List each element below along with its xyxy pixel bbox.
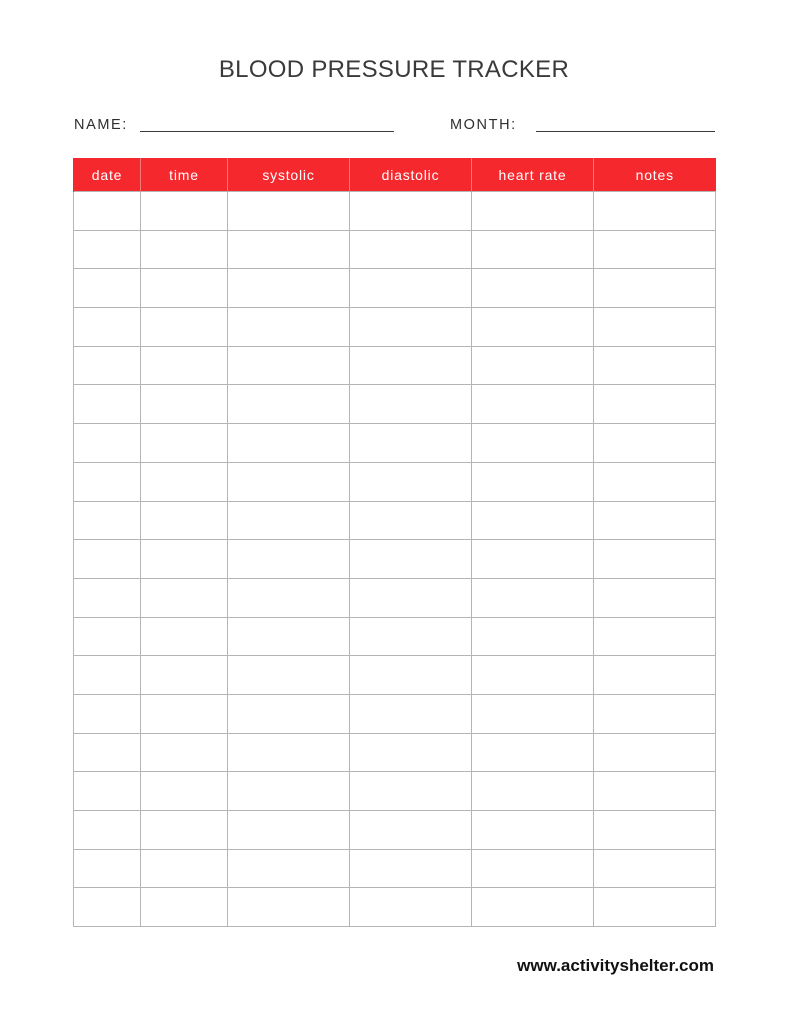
cell-date[interactable] <box>74 849 141 888</box>
cell-systolic[interactable] <box>228 192 350 231</box>
cell-heart-rate[interactable] <box>472 733 594 772</box>
cell-systolic[interactable] <box>228 888 350 927</box>
cell-systolic[interactable] <box>228 424 350 463</box>
cell-heart-rate[interactable] <box>472 540 594 579</box>
cell-notes[interactable] <box>594 811 716 850</box>
cell-systolic[interactable] <box>228 385 350 424</box>
tracker-table <box>73 158 716 927</box>
table-row <box>74 540 716 579</box>
table-row <box>74 462 716 501</box>
cell-diastolic[interactable] <box>350 192 472 231</box>
cell-date[interactable] <box>74 772 141 811</box>
cell-date[interactable] <box>74 308 141 347</box>
cell-systolic[interactable] <box>228 849 350 888</box>
column-header-systolic: systolic <box>228 158 350 192</box>
cell-date[interactable] <box>74 540 141 579</box>
cell-systolic[interactable] <box>228 230 350 269</box>
cell-date[interactable] <box>74 346 141 385</box>
cell-notes[interactable] <box>594 192 716 231</box>
table-row <box>74 811 716 850</box>
cell-time[interactable] <box>141 308 228 347</box>
column-header-notes: notes <box>594 158 716 192</box>
cell-systolic[interactable] <box>228 617 350 656</box>
cell-time[interactable] <box>141 617 228 656</box>
cell-time[interactable] <box>141 694 228 733</box>
cell-heart-rate[interactable] <box>472 849 594 888</box>
cell-date[interactable] <box>74 462 141 501</box>
table-row <box>74 849 716 888</box>
cell-diastolic[interactable] <box>350 540 472 579</box>
cell-diastolic[interactable] <box>350 269 472 308</box>
cell-diastolic[interactable] <box>350 888 472 927</box>
table-row <box>74 617 716 656</box>
cell-diastolic[interactable] <box>350 849 472 888</box>
cell-diastolic[interactable] <box>350 385 472 424</box>
cell-systolic[interactable] <box>228 462 350 501</box>
cell-heart-rate[interactable] <box>472 501 594 540</box>
table-row <box>74 578 716 617</box>
cell-time[interactable] <box>141 424 228 463</box>
cell-date[interactable] <box>74 192 141 231</box>
cell-notes[interactable] <box>594 888 716 927</box>
cell-systolic[interactable] <box>228 656 350 695</box>
cell-diastolic[interactable] <box>350 617 472 656</box>
cell-time[interactable] <box>141 578 228 617</box>
cell-notes[interactable] <box>594 424 716 463</box>
cell-diastolic[interactable] <box>350 656 472 695</box>
cell-date[interactable] <box>74 578 141 617</box>
column-header-date: date <box>74 158 141 192</box>
cell-notes[interactable] <box>594 501 716 540</box>
table-row <box>74 694 716 733</box>
cell-notes[interactable] <box>594 346 716 385</box>
column-header-diastolic: diastolic <box>350 158 472 192</box>
cell-notes[interactable] <box>594 772 716 811</box>
cell-time[interactable] <box>141 501 228 540</box>
table-row <box>74 888 716 927</box>
cell-systolic[interactable] <box>228 772 350 811</box>
cell-systolic[interactable] <box>228 811 350 850</box>
cell-heart-rate[interactable] <box>472 192 594 231</box>
cell-notes[interactable] <box>594 269 716 308</box>
name-label: NAME: <box>74 117 128 133</box>
cell-date[interactable] <box>74 888 141 927</box>
cell-time[interactable] <box>141 192 228 231</box>
cell-date[interactable] <box>74 694 141 733</box>
month-field-line[interactable] <box>536 131 715 132</box>
column-header-time: time <box>141 158 228 192</box>
cell-heart-rate[interactable] <box>472 230 594 269</box>
cell-time[interactable] <box>141 346 228 385</box>
cell-diastolic[interactable] <box>350 308 472 347</box>
cell-notes[interactable] <box>594 617 716 656</box>
table-row <box>74 230 716 269</box>
cell-heart-rate[interactable] <box>472 578 594 617</box>
cell-heart-rate[interactable] <box>472 462 594 501</box>
cell-diastolic[interactable] <box>350 230 472 269</box>
cell-systolic[interactable] <box>228 269 350 308</box>
cell-diastolic[interactable] <box>350 501 472 540</box>
table-row <box>74 269 716 308</box>
website-url: www.activityshelter.com <box>517 956 714 975</box>
cell-systolic[interactable] <box>228 733 350 772</box>
cell-systolic[interactable] <box>228 694 350 733</box>
cell-notes[interactable] <box>594 230 716 269</box>
cell-heart-rate[interactable] <box>472 385 594 424</box>
cell-date[interactable] <box>74 424 141 463</box>
cell-date[interactable] <box>74 617 141 656</box>
table-header-row <box>74 158 716 192</box>
cell-time[interactable] <box>141 849 228 888</box>
cell-diastolic[interactable] <box>350 578 472 617</box>
cell-notes[interactable] <box>594 656 716 695</box>
cell-heart-rate[interactable] <box>472 811 594 850</box>
cell-date[interactable] <box>74 269 141 308</box>
cell-time[interactable] <box>141 772 228 811</box>
table-row <box>74 385 716 424</box>
cell-date[interactable] <box>74 501 141 540</box>
cell-date[interactable] <box>74 811 141 850</box>
cell-notes[interactable] <box>594 385 716 424</box>
table-row <box>74 733 716 772</box>
cell-date[interactable] <box>74 733 141 772</box>
cell-diastolic[interactable] <box>350 733 472 772</box>
cell-notes[interactable] <box>594 578 716 617</box>
cell-diastolic[interactable] <box>350 772 472 811</box>
cell-time[interactable] <box>141 811 228 850</box>
cell-heart-rate[interactable] <box>472 694 594 733</box>
cell-time[interactable] <box>141 540 228 579</box>
cell-diastolic[interactable] <box>350 346 472 385</box>
cell-heart-rate[interactable] <box>472 346 594 385</box>
cell-date[interactable] <box>74 385 141 424</box>
cell-diastolic[interactable] <box>350 811 472 850</box>
cell-diastolic[interactable] <box>350 694 472 733</box>
cell-date[interactable] <box>74 230 141 269</box>
table-row <box>74 424 716 463</box>
cell-heart-rate[interactable] <box>472 617 594 656</box>
name-field-line[interactable] <box>140 131 394 132</box>
column-header-heart-rate: heart rate <box>472 158 594 192</box>
cell-heart-rate[interactable] <box>472 656 594 695</box>
table-row <box>74 656 716 695</box>
cell-time[interactable] <box>141 733 228 772</box>
table-body <box>74 192 716 927</box>
table-row <box>74 501 716 540</box>
cell-heart-rate[interactable] <box>472 772 594 811</box>
table-row <box>74 772 716 811</box>
cell-time[interactable] <box>141 656 228 695</box>
page-title: BLOOD PRESSURE TRACKER <box>218 56 570 83</box>
cell-time[interactable] <box>141 230 228 269</box>
table-row <box>74 308 716 347</box>
cell-diastolic[interactable] <box>350 462 472 501</box>
cell-notes[interactable] <box>594 308 716 347</box>
cell-heart-rate[interactable] <box>472 269 594 308</box>
cell-systolic[interactable] <box>228 501 350 540</box>
cell-systolic[interactable] <box>228 308 350 347</box>
cell-notes[interactable] <box>594 733 716 772</box>
cell-notes[interactable] <box>594 462 716 501</box>
cell-date[interactable] <box>74 656 141 695</box>
cell-heart-rate[interactable] <box>472 308 594 347</box>
cell-time[interactable] <box>141 269 228 308</box>
cell-time[interactable] <box>141 462 228 501</box>
cell-heart-rate[interactable] <box>472 424 594 463</box>
cell-time[interactable] <box>141 385 228 424</box>
cell-notes[interactable] <box>594 849 716 888</box>
table-row <box>74 192 716 231</box>
cell-notes[interactable] <box>594 540 716 579</box>
month-label: MONTH: <box>450 117 517 133</box>
cell-heart-rate[interactable] <box>472 888 594 927</box>
cell-systolic[interactable] <box>228 540 350 579</box>
cell-systolic[interactable] <box>228 346 350 385</box>
table-row <box>74 346 716 385</box>
cell-diastolic[interactable] <box>350 424 472 463</box>
cell-systolic[interactable] <box>228 578 350 617</box>
cell-notes[interactable] <box>594 694 716 733</box>
cell-time[interactable] <box>141 888 228 927</box>
